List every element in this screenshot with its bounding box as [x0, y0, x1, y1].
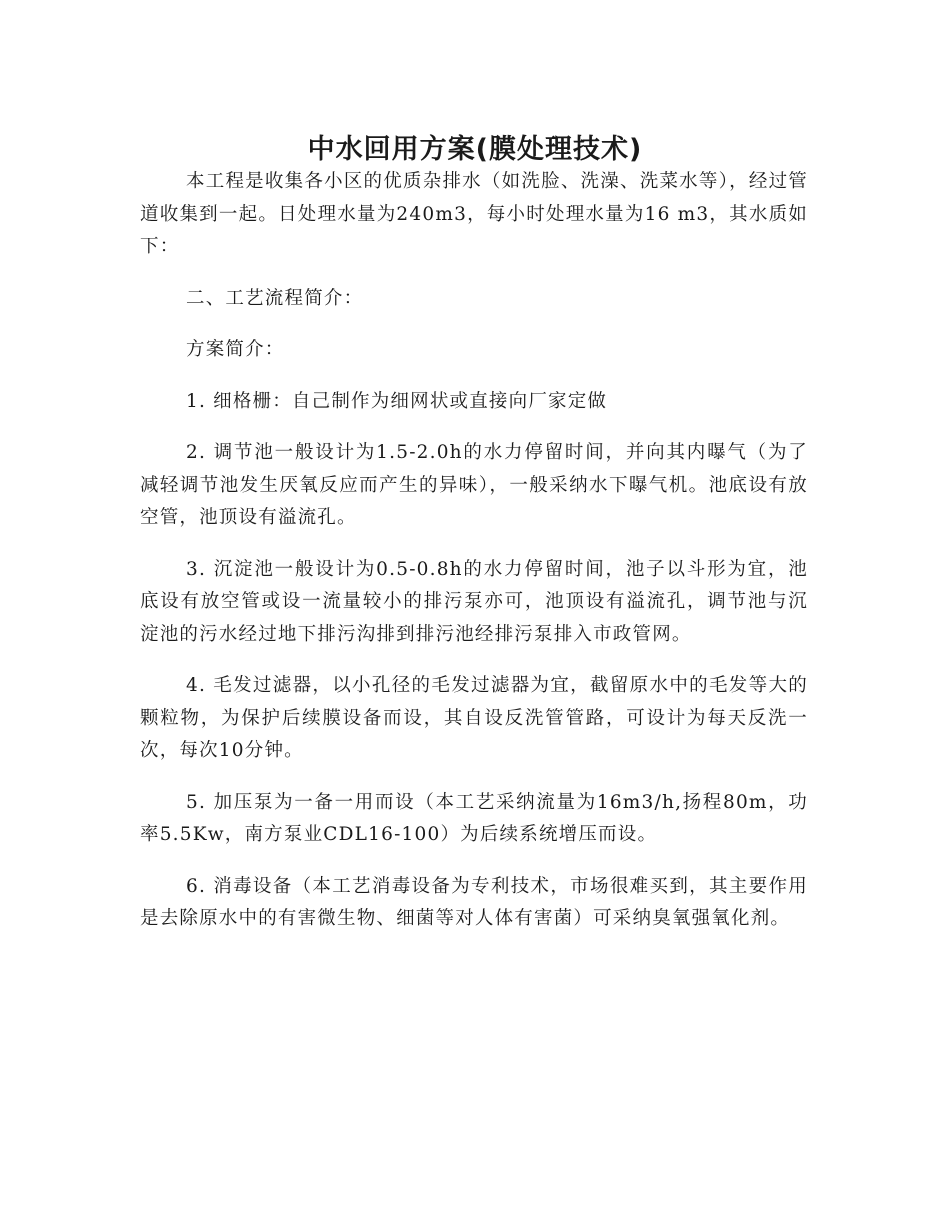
- list-item-equalization-tank: 2. 调节池一般设计为1.5-2.0h的水力停留时间，并向其内曝气（为了减轻调节池发生厌氧反应而产生的异味），一般采纳水下曝气机。池底设有放空管，池顶设有溢流孔。: [140, 442, 808, 528]
- document-body: [140, 166, 808, 936]
- list-item-disinfection: 6. 消毒设备（本工艺消毒设备为专利技术，市场很难买到，其主要作用是去除原水中的有害微生物、细菌等对人体有害菌）可采纳臭氧强氧化剂。: [140, 875, 808, 929]
- list-item-hair-filter: 4. 毛发过滤器，以小孔径的毛发过滤器为宜，截留原水中的毛发等大的颗粒物，为保护后续膜设备而设，其自设反洗管管路，可设计为每天反洗一次，每次10分钟。: [140, 675, 808, 761]
- list-item-booster-pump: 5. 加压泵为一备一用而设（本工艺采纳流量为16m3/h,扬程80m，功率5.5Kw，南方泵业CDL16-100）为后续系统增压而设。: [140, 791, 808, 845]
- section-heading-process: 二、工艺流程简介：: [186, 287, 364, 309]
- subheading-plan: 方案简介：: [186, 339, 285, 360]
- intro-paragraph: 本工程是收集各小区的优质杂排水（如洗脸、洗澡、洗菜水等），经过管道收集到一起。日处理水量为240m3，每小时处理水量为16 m3，其水质如下：: [140, 171, 808, 257]
- list-item-sedimentation-tank: 3. 沉淀池一般设计为0.5-0.8h的水力停留时间，池子以斗形为宜，池底设有放空管或设一流量较小的排污泵亦可，池顶设有溢流孔，调节池与沉淀池的污水经过地下排污沟排到排污池经排污泵排入市政管网。: [140, 558, 808, 645]
- list-item-fine-screen: 1. 细格栅：自己制作为细网状或直接向厂家定做: [186, 390, 608, 412]
- document-title: 中水回用方案(膜处理技术): [307, 134, 643, 166]
